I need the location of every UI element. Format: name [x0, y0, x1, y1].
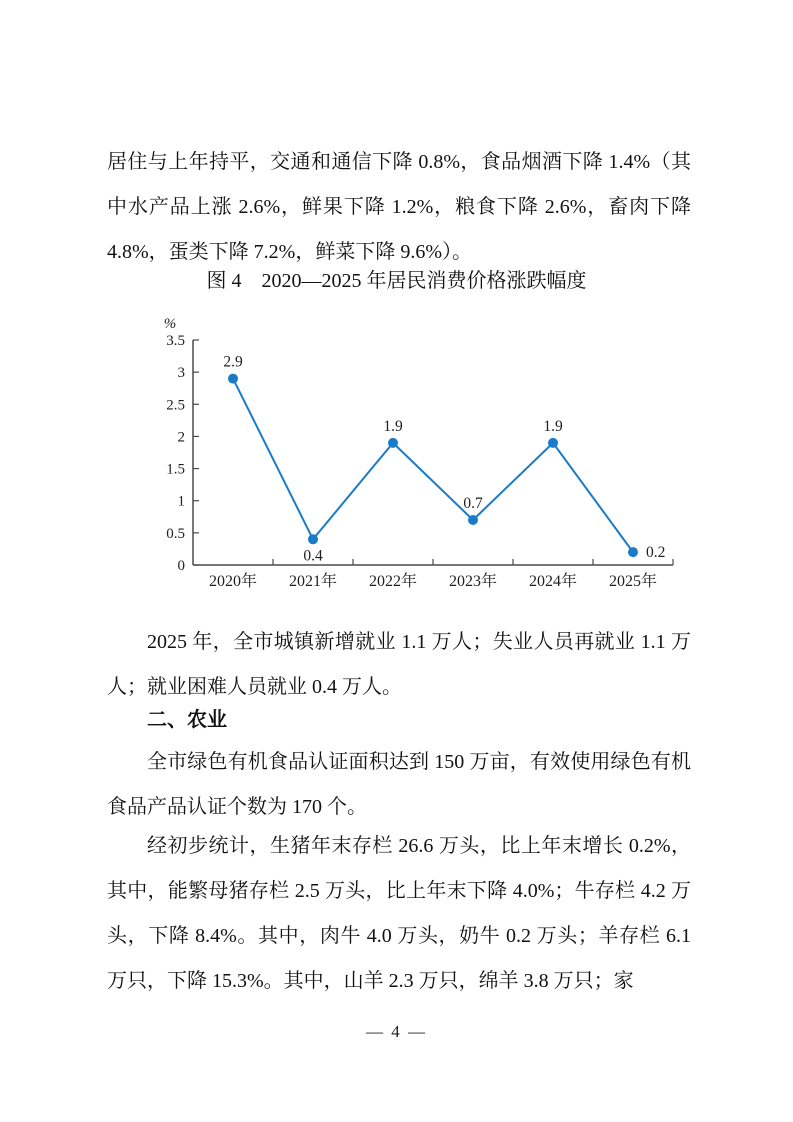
data-label: 0.2 — [646, 544, 666, 562]
paragraph-green-food: 全市绿色有机食品认证面积达到 150 万亩，有效使用绿色有机食品产品认证个数为 170 个。 — [107, 751, 691, 818]
data-point — [628, 547, 638, 557]
data-label: 1.9 — [383, 417, 403, 435]
paragraph-employment: 2025 年，全市城镇新增就业 1.1 万人；失业人员再就业 1.1 万人；就业困难人员就业 0.4 万人。 — [107, 631, 691, 698]
paragraph-cpi-details: 居住与上年持平，交通和通信下降 0.8%，食品烟酒下降 1.4%（其中水产品上涨 2.6%，鲜果下降 1.2%，粮食下降 2.6%，畜肉下降 4.8%，蛋类下降 7.2%，鲜菜下降 9.6%）。 — [107, 151, 691, 263]
data-point — [228, 374, 238, 384]
x-tick-label: 2021年 — [288, 573, 338, 590]
y-axis-unit-label: % — [163, 316, 177, 332]
cpi-line-chart — [138, 310, 698, 600]
data-point — [468, 515, 478, 525]
data-point — [388, 438, 398, 448]
y-tick-label: 3 — [177, 365, 185, 382]
data-point — [308, 534, 318, 544]
x-tick-label: 2020年 — [208, 573, 258, 590]
section-heading-agriculture: 二、农业 — [147, 709, 227, 731]
y-tick-label: 2 — [177, 429, 185, 446]
data-point — [548, 438, 558, 448]
y-tick-label: 0 — [177, 558, 185, 574]
x-tick-label: 2024年 — [528, 573, 578, 590]
data-label: 0.7 — [463, 495, 483, 512]
y-tick-label: 2.5 — [166, 397, 185, 414]
data-label: 0.4 — [303, 547, 323, 565]
figure-caption: 图 4 2020—2025 年居民消费价格涨跌幅度 — [206, 270, 587, 292]
paragraph-livestock: 经初步统计，生猪年末存栏 26.6 万头，比上年末增长 0.2%，其中，能繁母猪存栏 2.5 万头，比上年末下降 4.0%；牛存栏 4.2 万头，下降 8.4%。其中，肉牛 4.0 万头，奶牛 0.2 万头；羊存栏 6.1 万只，下降 15.3%。其中，山羊 2.3 万只，绵羊 3.8 万只；家 — [107, 835, 691, 992]
y-tick-label: 0.5 — [166, 525, 185, 542]
data-label: 2.9 — [223, 353, 243, 371]
x-tick-label: 2025年 — [608, 573, 658, 590]
data-label: 1.9 — [543, 417, 563, 435]
x-tick-label: 2022年 — [368, 573, 418, 590]
y-tick-label: 1 — [177, 493, 185, 510]
y-tick-label: 3.5 — [166, 333, 185, 349]
page-number: — 4 — — [366, 1022, 427, 1041]
y-tick-label: 1.5 — [166, 461, 185, 478]
series-line — [233, 379, 633, 553]
x-tick-label: 2023年 — [448, 573, 498, 590]
